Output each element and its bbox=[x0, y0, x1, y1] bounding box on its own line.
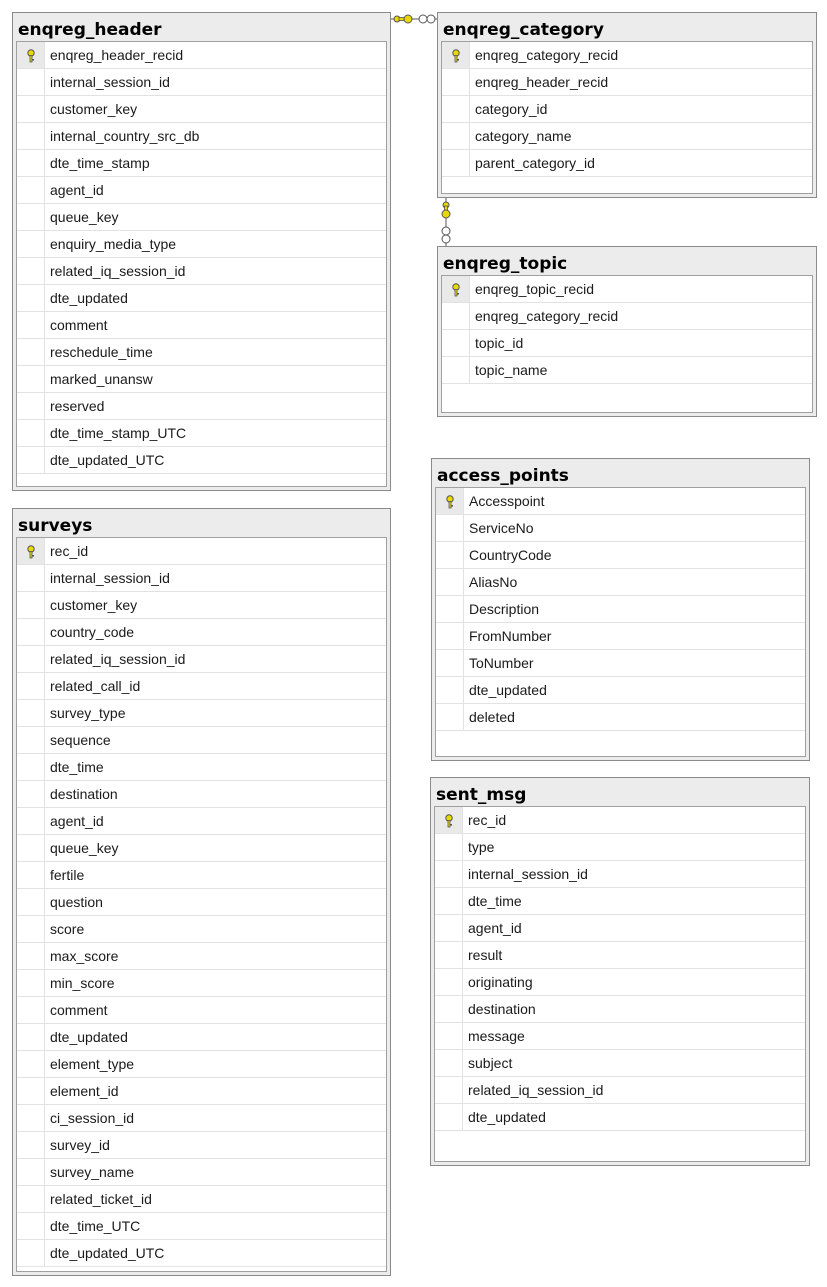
column-name: dte_time bbox=[468, 893, 522, 909]
relationship-header-category[interactable] bbox=[391, 15, 437, 23]
column-name: originating bbox=[468, 974, 533, 990]
column-name: customer_key bbox=[50, 101, 138, 117]
column-name: survey_id bbox=[50, 1137, 110, 1153]
column-name: agent_id bbox=[50, 182, 104, 198]
column-name: result bbox=[468, 947, 503, 963]
column-name: message bbox=[468, 1028, 525, 1044]
column-name: enqreg_category_recid bbox=[475, 308, 619, 324]
column-name: agent_id bbox=[468, 920, 522, 936]
table-title: access_points bbox=[437, 466, 569, 486]
column-name: reschedule_time bbox=[50, 344, 153, 360]
column-name: related_call_id bbox=[50, 678, 141, 694]
column-name: score bbox=[50, 921, 85, 937]
column-name: country_code bbox=[50, 624, 135, 640]
column-name: internal_session_id bbox=[50, 570, 170, 586]
column-name: enquiry_media_type bbox=[50, 236, 177, 252]
column-name: Description bbox=[469, 601, 540, 617]
key-icon bbox=[442, 202, 450, 218]
column-name: deleted bbox=[469, 709, 515, 725]
column-name: enqreg_header_recid bbox=[475, 74, 609, 90]
table-title: sent_msg bbox=[436, 785, 527, 805]
table-title: enqreg_category bbox=[443, 20, 604, 40]
column-name: fertile bbox=[50, 867, 85, 883]
column-name: topic_name bbox=[475, 362, 548, 378]
column-name: category_name bbox=[475, 128, 572, 144]
column-name: category_id bbox=[475, 101, 548, 117]
table-title: surveys bbox=[18, 516, 93, 536]
column-name: internal_session_id bbox=[468, 866, 588, 882]
column-name: sequence bbox=[50, 732, 111, 748]
column-name: element_id bbox=[50, 1083, 119, 1099]
column-name: rec_id bbox=[468, 812, 507, 828]
column-name: max_score bbox=[50, 948, 119, 964]
column-name: AliasNo bbox=[469, 574, 518, 590]
column-name: FromNumber bbox=[469, 628, 552, 644]
infinity-icon bbox=[419, 15, 435, 23]
column-name: dte_time_stamp bbox=[50, 155, 150, 171]
table-title: enqreg_header bbox=[18, 20, 162, 40]
column-name: enqreg_header_recid bbox=[50, 47, 184, 63]
column-name: dte_updated_UTC bbox=[50, 1245, 165, 1261]
column-name: internal_country_src_db bbox=[50, 128, 200, 144]
column-name: related_ticket_id bbox=[50, 1191, 152, 1207]
column-name: related_iq_session_id bbox=[50, 651, 186, 667]
column-name: comment bbox=[50, 317, 108, 333]
column-name: dte_updated bbox=[469, 682, 547, 698]
column-name: queue_key bbox=[50, 840, 119, 856]
column-name: survey_type bbox=[50, 705, 126, 721]
column-name: ServiceNo bbox=[469, 520, 534, 536]
column-name: queue_key bbox=[50, 209, 119, 225]
column-name: enqreg_category_recid bbox=[475, 47, 619, 63]
column-name: ToNumber bbox=[469, 655, 534, 671]
table-title: enqreg_topic bbox=[443, 254, 568, 274]
column-name: dte_updated bbox=[50, 290, 128, 306]
column-name: comment bbox=[50, 1002, 108, 1018]
column-name: marked_unansw bbox=[50, 371, 153, 387]
column-name: related_iq_session_id bbox=[50, 263, 186, 279]
column-name: internal_session_id bbox=[50, 74, 170, 90]
column-name: dte_updated_UTC bbox=[50, 452, 165, 468]
column-name: type bbox=[468, 839, 495, 855]
column-name: related_iq_session_id bbox=[468, 1082, 604, 1098]
column-name: subject bbox=[468, 1055, 513, 1071]
column-name: parent_category_id bbox=[475, 155, 595, 171]
column-name: CountryCode bbox=[469, 547, 552, 563]
column-name: customer_key bbox=[50, 597, 138, 613]
column-name: enqreg_topic_recid bbox=[475, 281, 595, 297]
column-name: destination bbox=[468, 1001, 536, 1017]
key-icon bbox=[394, 15, 412, 23]
column-name: reserved bbox=[50, 398, 105, 414]
column-name: rec_id bbox=[50, 543, 89, 559]
column-name: topic_id bbox=[475, 335, 524, 351]
column-name: Accesspoint bbox=[469, 493, 545, 509]
column-name: question bbox=[50, 894, 103, 910]
column-name: dte_time_UTC bbox=[50, 1218, 141, 1234]
column-name: ci_session_id bbox=[50, 1110, 135, 1126]
column-name: destination bbox=[50, 786, 118, 802]
column-name: agent_id bbox=[50, 813, 104, 829]
column-name: min_score bbox=[50, 975, 115, 991]
column-name: survey_name bbox=[50, 1164, 135, 1180]
relationship-category-topic[interactable] bbox=[442, 198, 450, 246]
column-name: dte_updated bbox=[468, 1109, 546, 1125]
column-name: element_type bbox=[50, 1056, 135, 1072]
column-name: dte_time bbox=[50, 759, 104, 775]
column-name: dte_time_stamp_UTC bbox=[50, 425, 187, 441]
column-name: dte_updated bbox=[50, 1029, 128, 1045]
infinity-icon bbox=[442, 227, 450, 243]
